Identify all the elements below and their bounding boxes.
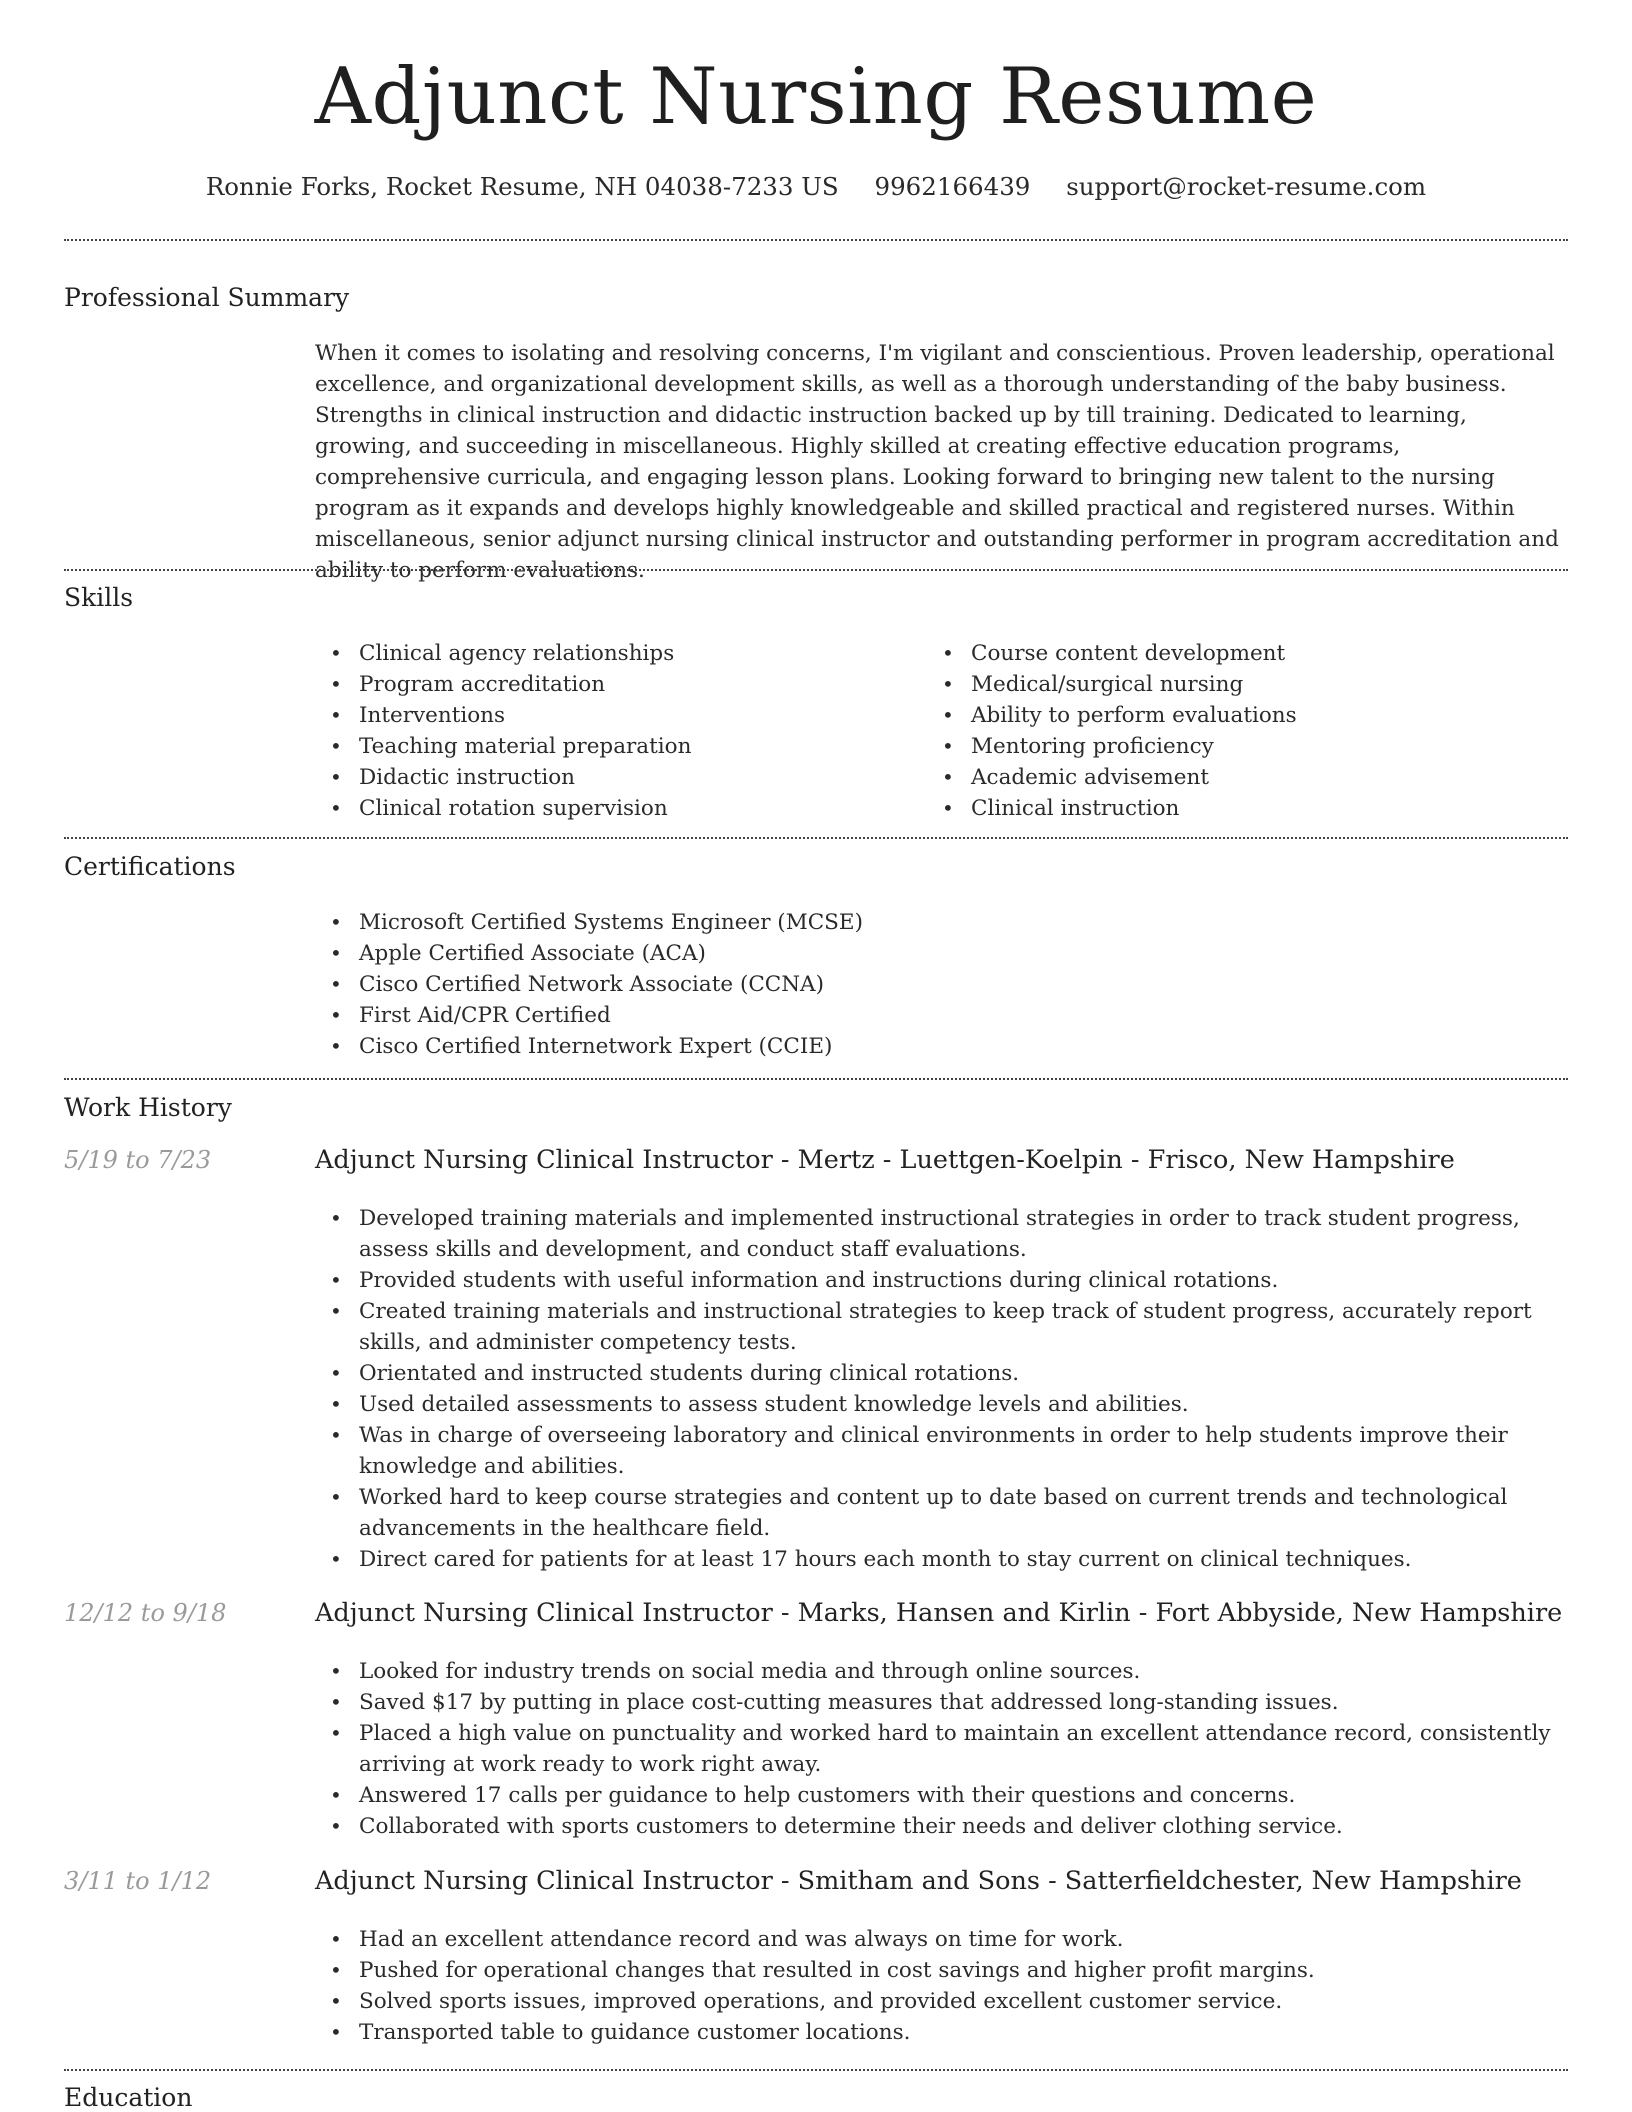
certifications-heading: Certifications <box>64 852 236 881</box>
skill-item: • Course content development <box>927 638 1547 669</box>
skill-item: • Medical/surgical nursing <box>927 669 1547 700</box>
resume-title: Adjunct Nursing Resume <box>314 52 1318 142</box>
skills-heading: Skills <box>64 583 134 612</box>
job-bullet: • Looked for industry trends on social media and through online sources. <box>315 1656 1568 1687</box>
job-bullet: • Created training materials and instructional strategies to keep track of student progress, accurately report skills, and administer competency tests. <box>315 1296 1568 1358</box>
job-bullet: • Orientated and instructed students during clinical rotations. <box>315 1358 1568 1389</box>
contact-email: support@rocket-resume.com <box>1066 172 1427 201</box>
skill-item: • Ability to perform evaluations <box>927 700 1547 731</box>
job-bullet: • Collaborated with sports customers to determine their needs and deliver clothing service. <box>315 1811 1568 1842</box>
job-bullet: • Placed a high value on punctuality and worked hard to maintain an excellent attendance record, consistently arriving at work ready to work right away. <box>315 1718 1568 1780</box>
job-title: Adjunct Nursing Clinical Instructor - Smitham and Sons - Satterfieldchester, New Hampshire <box>315 1866 1522 1896</box>
job-bullet: • Answered 17 calls per guidance to help customers with their questions and concerns. <box>315 1780 1568 1811</box>
job-bullet: • Worked hard to keep course strategies and content up to date based on current trends and technological advancements in the healthcare field. <box>315 1482 1568 1544</box>
contact-phone: 9962166439 <box>874 172 1031 201</box>
section-divider <box>64 569 1568 571</box>
job-bullet: • Saved $17 by putting in place cost-cutting measures that addressed long-standing issues. <box>315 1687 1568 1718</box>
job-bullets <box>315 1203 1568 1575</box>
skills-list-left <box>315 638 915 824</box>
job-bullet: • Developed training materials and implemented instructional strategies in order to track student progress, assess skills and development, and conduct staff evaluations. <box>315 1203 1568 1265</box>
certification-item: • First Aid/CPR Certified <box>315 1000 1568 1031</box>
job-dates: 3/11 to 1/12 <box>64 1867 212 1895</box>
job-bullet: • Transported table to guidance customer locations. <box>315 2017 1568 2048</box>
skill-item: • Clinical rotation supervision <box>315 793 915 824</box>
certification-item: • Microsoft Certified Systems Engineer (MCSE) <box>315 907 1568 938</box>
section-divider <box>64 2069 1568 2071</box>
summary-text: When it comes to isolating and resolving concerns, I'm vigilant and conscientious. Proven leadership, operational excellence, and organizational development skills, as well as a thorough understanding of the baby business. Strengths in clinical instruction and didactic instruction backed up by till training. Dedicated to learning, growing, and succeeding in miscellaneous. Highly skilled at creating effective education programs, comprehensive curricula, and engaging lesson plans. Looking forward to bringing new talent to the nursing program as it expands and develops highly knowledgeable and skilled practical and registered nurses. Within miscellaneous, senior adjunct nursing clinical instructor and outstanding performer in program accreditation and ability to perform evaluations. <box>315 341 1559 583</box>
section-divider <box>64 837 1568 839</box>
section-divider <box>64 239 1568 241</box>
job-dates: 5/19 to 7/23 <box>64 1146 212 1174</box>
job-bullet: • Direct cared for patients for at least 17 hours each month to stay current on clinical techniques. <box>315 1544 1568 1575</box>
job-bullet: • Had an excellent attendance record and was always on time for work. <box>315 1924 1568 1955</box>
section-divider <box>64 1078 1568 1080</box>
job-bullet: • Was in charge of overseeing laboratory and clinical environments in order to help students improve their knowledge and abilities. <box>315 1420 1568 1482</box>
summary-heading: Professional Summary <box>64 283 350 312</box>
skill-item: • Program accreditation <box>315 669 915 700</box>
job-bullet: • Pushed for operational changes that resulted in cost savings and higher profit margins. <box>315 1955 1568 1986</box>
certifications-list <box>315 907 1568 1062</box>
skill-item: • Clinical instruction <box>927 793 1547 824</box>
skills-list-right <box>927 638 1547 824</box>
certification-item: • Apple Certified Associate (ACA) <box>315 938 1568 969</box>
certification-item: • Cisco Certified Internetwork Expert (CCIE) <box>315 1031 1568 1062</box>
skill-item: • Mentoring proficiency <box>927 731 1547 762</box>
certification-item: • Cisco Certified Network Associate (CCNA) <box>315 969 1568 1000</box>
job-bullet: • Provided students with useful information and instructions during clinical rotations. <box>315 1265 1568 1296</box>
skill-item: • Clinical agency relationships <box>315 638 915 669</box>
work-history-heading: Work History <box>64 1093 232 1122</box>
job-dates: 12/12 to 9/18 <box>64 1599 227 1627</box>
job-bullets <box>315 1924 1568 2048</box>
contact-line <box>0 172 1632 201</box>
education-heading: Education <box>64 2083 193 2112</box>
skill-item: • Teaching material preparation <box>315 731 915 762</box>
job-bullets <box>315 1656 1568 1842</box>
skill-item: • Didactic instruction <box>315 762 915 793</box>
job-title: Adjunct Nursing Clinical Instructor - Marks, Hansen and Kirlin - Fort Abbyside, New Hampshire <box>315 1598 1563 1628</box>
skill-item: • Interventions <box>315 700 915 731</box>
skill-item: • Academic advisement <box>927 762 1547 793</box>
job-title: Adjunct Nursing Clinical Instructor - Mertz - Luettgen-Koelpin - Frisco, New Hampshire <box>315 1145 1455 1175</box>
job-bullet: • Solved sports issues, improved operations, and provided excellent customer service. <box>315 1986 1568 2017</box>
contact-address: Ronnie Forks, Rocket Resume, NH 04038-7233 US <box>205 172 839 201</box>
job-bullet: • Used detailed assessments to assess student knowledge levels and abilities. <box>315 1389 1568 1420</box>
